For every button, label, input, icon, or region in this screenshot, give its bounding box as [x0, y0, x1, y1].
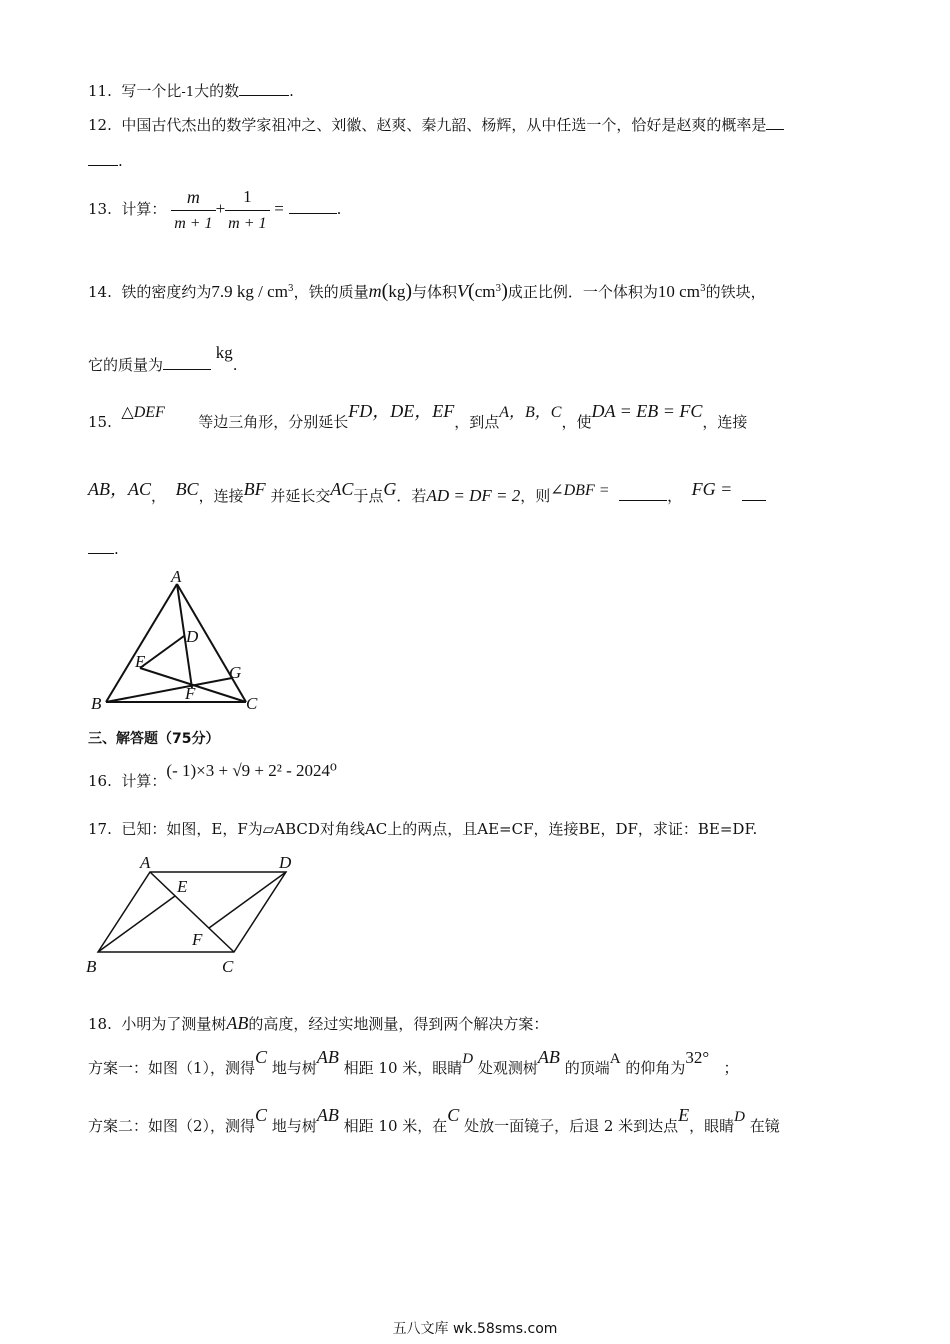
label-C: C [222, 957, 234, 976]
question-17: 17. 已知：如图，E，F为▱ABCD对角线AC上的两点，且AE=CF，连接BE，DF，求证：BE=DF. [88, 820, 758, 838]
answer-blank-angle[interactable] [619, 486, 667, 501]
answer-blank[interactable] [163, 355, 211, 370]
label-A: A [140, 853, 151, 872]
label-F: F [185, 684, 196, 703]
fraction-2: $\frac{1}{m + 1}$ [225, 186, 269, 235]
question-16: 16. 计算：(- 1)×3 + √9 + 2² - 2024⁰ [88, 761, 337, 790]
label-B: B [91, 694, 102, 713]
question-14: 14. 铁的密度约为7.9 kg / $cm^3$，铁的质量m(kg)与体积$V(cm^3)$成正比例．一个体积为10 $cm^3$的铁块， [88, 280, 766, 302]
question-14-cont: 它的质量为 kg. [88, 343, 238, 374]
label-F: F [192, 930, 203, 949]
question-15-end: . [88, 538, 119, 560]
section-heading: 三、解答题（75分） [88, 731, 220, 747]
figure-15 [84, 566, 274, 718]
segment-DF [209, 872, 286, 928]
answer-blank[interactable] [289, 199, 337, 214]
segment-AB [106, 584, 177, 702]
label-D: D [186, 627, 199, 646]
question-18: 18. 小明为了测量树AB的高度，经过实地测量，得到两个解决方案： [88, 1013, 549, 1033]
footer-watermark: 五八文库 wk.58sms.com [392, 1321, 558, 1337]
label-D: D [279, 853, 292, 872]
segment-BE [98, 896, 175, 952]
label-C: C [246, 694, 258, 713]
answer-blank-fg[interactable] [742, 486, 766, 501]
label-E: E [135, 652, 146, 671]
value: -1 [181, 85, 195, 100]
figure-17 [84, 848, 304, 978]
label-A: A [171, 567, 182, 586]
label-E: E [177, 877, 188, 896]
segment-BG [106, 678, 232, 702]
question-12: 12. 中国古代杰出的数学家祖冲之、刘徽、赵爽、秦九韶、杨辉，从中任选一个，恰好是赵爽的概率是 [88, 114, 784, 136]
question-15: 15. △DEF 等边三角形，分别延长FD，DE，EF，到点A，B，C，使DA = EB = FC，连接 [88, 401, 748, 431]
label-G: G [229, 663, 242, 682]
question-11: 11. 写一个比-1大的数 . [88, 82, 294, 100]
fraction-1: $\frac{m}{m + 1}$ [171, 186, 215, 235]
answer-blank-cont[interactable] [88, 151, 118, 166]
question-18-plan-1: 方案一：如图（1），测得C 地与树AB 相距 10 米，眼睛D 处观测树AB 的顶端A 的仰角为32° ； [88, 1047, 739, 1077]
question-15-cont: AB，AC， BC，连接BF 并延长交AC于点G．若AD = DF = 2，则∠DBF = ， FG = [88, 484, 766, 508]
question-18-plan-2: 方案二：如图（2），测得C 地与树AB 相距 10 米，在C 处放一面镜子，后退 2 米到达点E，眼睛D 在镜 [88, 1105, 780, 1135]
question-12-cont: . [88, 150, 123, 172]
answer-blank-fg-cont[interactable] [88, 539, 114, 554]
question-13: 13. 计算： $\frac{m}{m + 1}$ + $\frac{1}{m + 1}$ = . [88, 184, 341, 235]
label-B: B [86, 957, 97, 976]
answer-blank[interactable] [239, 81, 289, 96]
segment-DE [140, 636, 184, 668]
answer-blank[interactable] [766, 115, 784, 130]
